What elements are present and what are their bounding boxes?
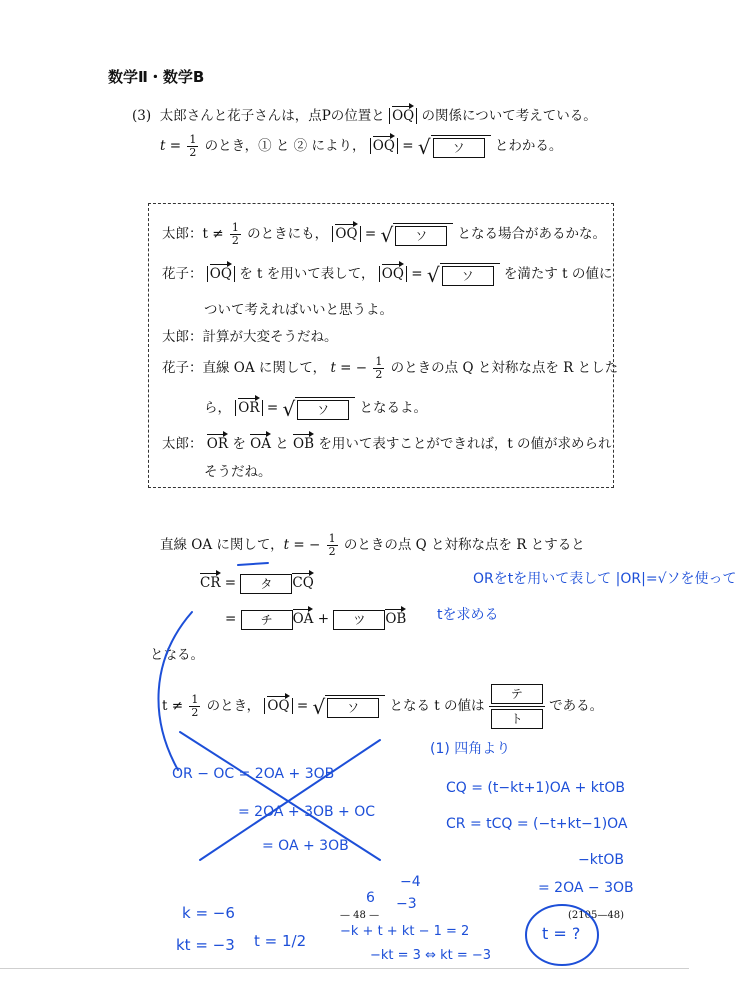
- handwritten-calc-line: −k + t + kt − 1 = 2: [340, 924, 470, 939]
- problem-line-2: t = $\frac{1}{2}$ のとき，① と ② により， OQ = √ ソ とわかる。: [160, 133, 563, 159]
- handwritten-kt: kt = −3: [176, 936, 235, 954]
- dialog-taro-1: 太郎：t ≠ $\frac{1}{2}$ のときにも， OQ = √ ソ となる場合があるかな。: [162, 221, 607, 247]
- handwritten-t-half: t = 1/2: [254, 932, 307, 950]
- dialog-taro-3b: そうだね。: [204, 464, 272, 480]
- handwritten-crossed-3: = OA + 3OB: [262, 838, 349, 854]
- handwritten-calc-top: −4: [400, 874, 421, 890]
- dialog-taro-2: 太郎：計算が大変そうだね。: [162, 329, 338, 345]
- dialog-hanako-2: 花子：直線 OA に関して， t = − $\frac{1}{2}$ のときの点 Q と対称な点を R とした: [162, 355, 619, 381]
- bracket-stroke: [158, 612, 192, 770]
- naru-text: となる。: [150, 647, 204, 663]
- fraction-half: $\frac{1}{2}$: [189, 133, 197, 159]
- handwritten-calc-mid: −3: [396, 896, 417, 912]
- section2-last: t ≠ $\frac{1}{2}$ のとき， OQ = √ ソ となる t の値は テ ト である。: [162, 682, 603, 731]
- answer-box-so[interactable]: ソ: [442, 266, 494, 286]
- section2-line-1: 直線 OA に関して，t = − $\frac{1}{2}$ のときの点 Q と対称な点を R とすると: [160, 532, 585, 558]
- answer-box-to[interactable]: ト: [491, 709, 543, 729]
- dialog-taro-3: 太郎： OR を OA と OB を用いて表すことができれば，t の値が求められ: [162, 432, 612, 452]
- sqrt-so: √ ソ: [418, 135, 491, 158]
- dialog-hanako-2b: ら， OR = √ ソ となるよ。: [204, 396, 427, 421]
- dialog-hanako-1b: ついて考えればいいと思うよ。: [204, 302, 393, 318]
- handwritten-note-1: ORをtを用いて表して |OR|=√ソを使って: [473, 571, 737, 587]
- handwritten-k: k = −6: [182, 904, 235, 922]
- answer-box-so[interactable]: ソ: [395, 226, 447, 246]
- exam-code: (2105—48): [568, 910, 624, 921]
- answer-box-tsu[interactable]: ツ: [333, 610, 385, 630]
- handwritten-question: t = ?: [542, 924, 581, 943]
- equation-cr-2: = チ OA + ツ OB: [225, 608, 406, 630]
- handwritten-calc-line-2: −kt = 3 ⇔ kt = −3: [370, 948, 492, 963]
- bottom-divider: [0, 968, 689, 969]
- problem-number: (3): [132, 108, 152, 124]
- handwritten-cr-3: = 2OA − 3OB: [538, 880, 634, 896]
- ta-mark: [238, 563, 268, 565]
- handwritten-crossed-1: OR − OC = 2OA + 3OB: [172, 766, 335, 782]
- equation-cr: CR = タ CQ: [200, 572, 314, 594]
- handwritten-cr-2: −ktOB: [578, 852, 624, 868]
- dialog-hanako-1: 花子： OQ を t を用いて表して， OQ = √ ソ を満たす t の値に: [162, 262, 613, 287]
- norm-oq: OQ: [389, 108, 417, 124]
- handwritten-calc-6: 6: [366, 890, 375, 906]
- answer-box-so[interactable]: ソ: [327, 698, 379, 718]
- handwritten-cr: CR = tCQ = (−t+kt−1)OA: [446, 816, 628, 832]
- page-number: — 48 —: [340, 910, 380, 921]
- handwritten-step-label: (1) 四角より: [430, 741, 511, 757]
- answer-box-te[interactable]: テ: [491, 684, 543, 704]
- answer-box-so[interactable]: ソ: [433, 138, 485, 158]
- answer-box-chi[interactable]: チ: [241, 610, 293, 630]
- handwritten-crossed-2: = 2OA + 3OB + OC: [238, 804, 376, 820]
- answer-box-ta[interactable]: タ: [240, 574, 292, 594]
- problem-line-1: (3) 太郎さんと花子さんは，点Pの位置と OQ の関係について考えている。: [132, 104, 597, 124]
- handwritten-cq: CQ = (t−kt+1)OA + ktOB: [446, 780, 626, 796]
- page-header: 数学Ⅱ・数学B: [108, 68, 205, 86]
- answer-box-so[interactable]: ソ: [297, 400, 349, 420]
- handwritten-note-2: tを求める: [437, 607, 499, 623]
